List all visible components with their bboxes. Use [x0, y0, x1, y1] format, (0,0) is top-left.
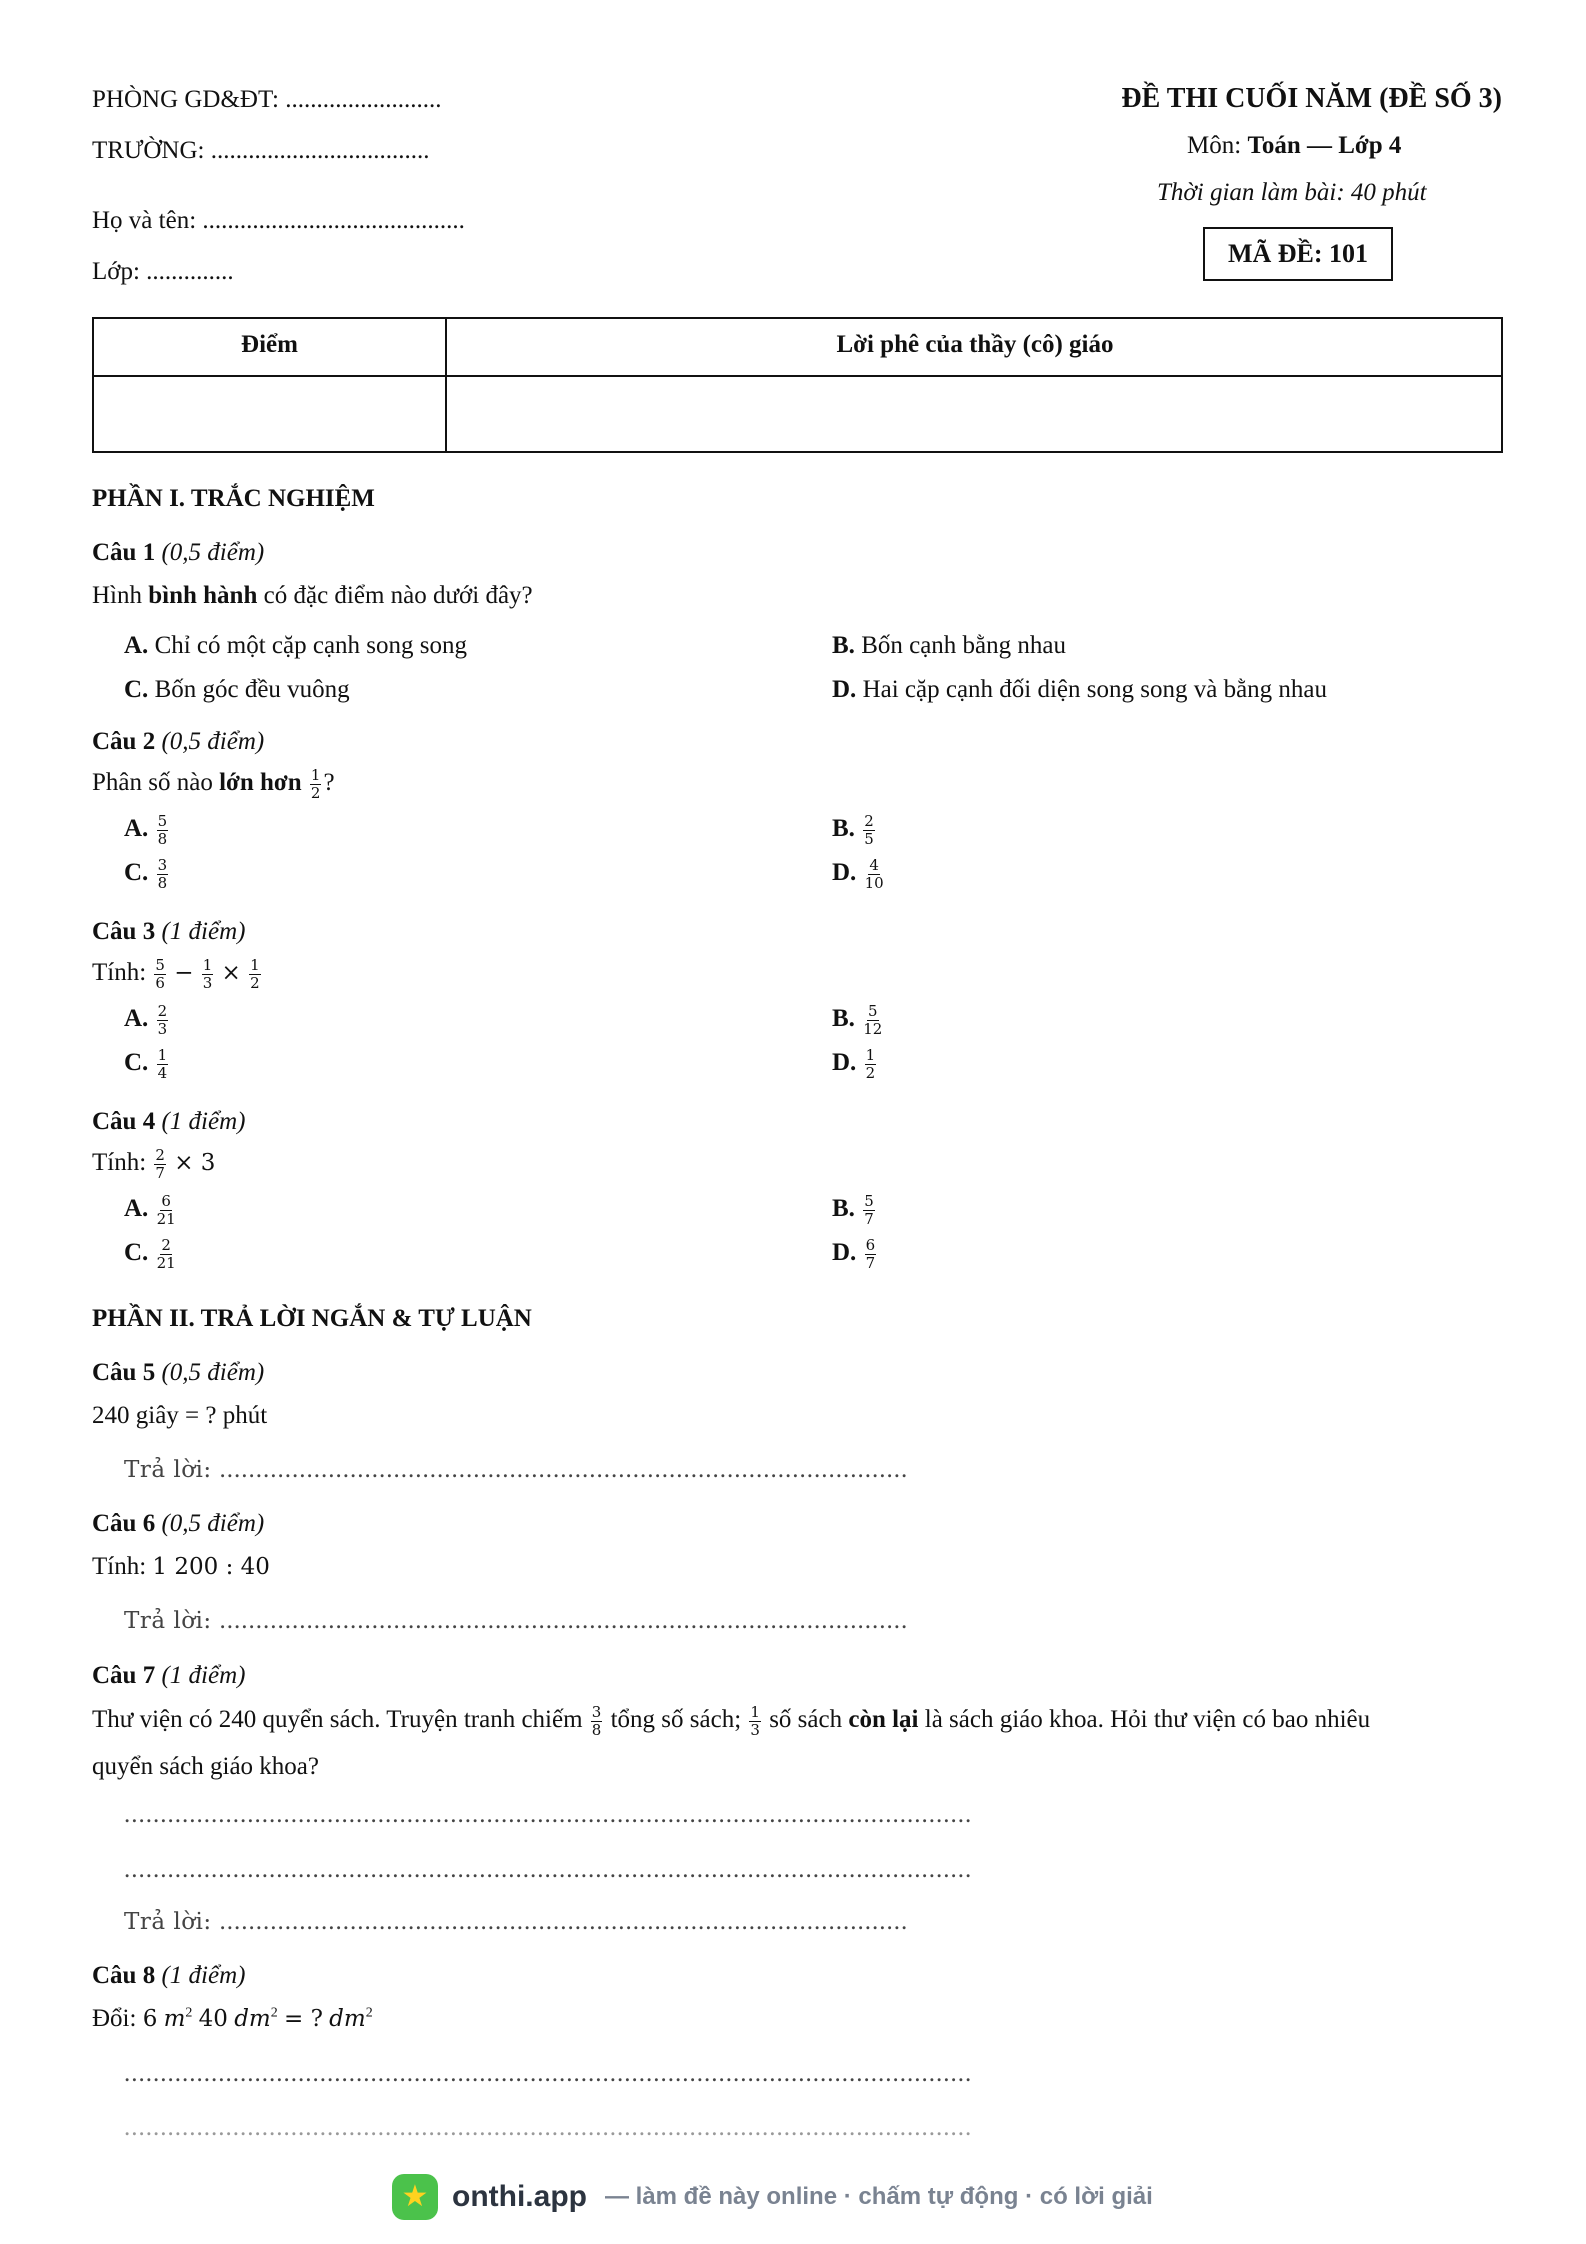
answer-dots: ............................................................................................... [219, 1908, 909, 1935]
q2-option-b[interactable] [832, 814, 877, 847]
question-points: (0,5 điểm) [161, 539, 265, 566]
exponent: 2 [365, 2005, 373, 2021]
option-key: A. [124, 632, 149, 659]
question-label: Câu 2 [92, 728, 156, 755]
numerator: 5 [864, 1192, 874, 1210]
fraction [154, 1148, 166, 1181]
q6-answer-line[interactable] [124, 1607, 908, 1635]
text-bold: lớn hơn [219, 769, 302, 797]
denominator: 8 [157, 874, 168, 892]
number: 40 [198, 2006, 228, 2032]
text: Tính: [92, 959, 147, 987]
q3-option-c[interactable] [124, 1048, 170, 1081]
denominator: 2 [250, 974, 260, 992]
fraction [154, 958, 166, 991]
denominator: 2 [310, 784, 321, 802]
numerator: 1 [202, 956, 213, 974]
question-1-heading [92, 539, 264, 567]
footer-tagline: — làm đề này online · chấm tự động · có lời giải [604, 2183, 1153, 2210]
fraction [863, 1004, 882, 1037]
unit: dm [234, 2006, 271, 2032]
numerator: 1 [157, 1046, 168, 1064]
option-text: Hai cặp cạnh đối diện song song và bằng nhau [862, 676, 1328, 703]
fraction [157, 1048, 169, 1081]
q8-work-line-2[interactable]: ..................................................................................................................... [124, 2114, 973, 2141]
question-8-heading [92, 1962, 245, 1990]
denominator: 2 [865, 1064, 876, 1082]
numerator: 3 [591, 1703, 602, 1721]
q2-option-c[interactable] [124, 858, 170, 891]
option-key: B. [832, 632, 855, 659]
option-key: C. [124, 1239, 149, 1267]
onthi-logo-icon [392, 2174, 438, 2220]
question-7-text-line1 [92, 1705, 1370, 1738]
denominator: 5 [864, 830, 874, 848]
number: 6 [142, 2006, 158, 2032]
q4-option-a[interactable] [124, 1194, 178, 1227]
q7-work-line-2[interactable]: ..................................................................................................................... [124, 1856, 973, 1883]
q4-option-c[interactable] [124, 1238, 178, 1271]
question-5-text: 240 giây = ? phút [92, 1402, 268, 1429]
q3-option-b[interactable] [832, 1004, 884, 1037]
q4-option-b[interactable] [832, 1194, 877, 1227]
numerator: 6 [865, 1236, 876, 1254]
option-key: B. [832, 1195, 855, 1223]
option-key: A. [124, 1005, 149, 1033]
q1-option-a[interactable] [124, 632, 467, 660]
fraction [157, 1004, 169, 1037]
brand-name: onthi.app [452, 2180, 587, 2213]
exam-title: ĐỀ THI CUỐI NĂM (ĐỀ SỐ 3) [1121, 83, 1502, 114]
score-table [92, 317, 1503, 453]
part2-title: PHẦN II. TRẢ LỜI NGẮN & TỰ LUẬN [92, 1305, 532, 1332]
question-2-heading [92, 728, 264, 756]
fraction [865, 1048, 877, 1081]
exam-code-box: MÃ ĐỀ: 101 [1203, 227, 1393, 281]
numerator: 5 [157, 812, 168, 830]
q2-option-d[interactable] [832, 858, 886, 891]
fraction [591, 1705, 603, 1738]
score-header: Điểm [241, 331, 298, 358]
question-points: (0,5 điểm) [161, 1510, 265, 1537]
subject-line [1187, 132, 1401, 160]
text: Phân số nào [92, 769, 220, 797]
denominator: 3 [202, 974, 213, 992]
numerator: 4 [869, 856, 879, 874]
question-7-text-line2: quyển sách giáo khoa? [92, 1753, 320, 1780]
text: Thư viện có 240 quyển sách. Truyện tranh chiếm [92, 1706, 589, 1734]
option-text: Bốn cạnh bằng nhau [861, 632, 1066, 659]
question-points: (0,5 điểm) [161, 728, 265, 755]
option-key: D. [832, 676, 857, 703]
question-2-text [92, 768, 335, 801]
fraction [865, 1238, 877, 1271]
numerator: 1 [865, 1046, 876, 1064]
q1-option-b[interactable] [832, 632, 1066, 660]
numerator: 2 [157, 1002, 168, 1020]
unit: m [163, 2006, 186, 2032]
q2-option-a[interactable] [124, 814, 170, 847]
score-cell[interactable] [96, 379, 444, 449]
part1-title: PHẦN I. TRẮC NGHIỆM [92, 485, 375, 512]
denominator: 3 [750, 1721, 760, 1739]
fraction [157, 858, 169, 891]
question-5-heading [92, 1359, 264, 1387]
q4-option-d[interactable] [832, 1238, 878, 1271]
option-key: D. [832, 1049, 857, 1077]
question-8-text [92, 2005, 373, 2033]
text: số sách [762, 1706, 849, 1734]
fraction [865, 858, 884, 891]
q5-answer-line[interactable] [124, 1456, 908, 1484]
option-key: C. [124, 676, 149, 703]
fraction [157, 814, 169, 847]
question-label: Câu 7 [92, 1662, 156, 1689]
option-key: B. [832, 1005, 855, 1033]
denominator: 6 [155, 974, 165, 992]
question-label: Câu 3 [92, 918, 156, 945]
numerator: 6 [161, 1192, 171, 1210]
numerator: 2 [155, 1146, 165, 1164]
text: ? [323, 769, 335, 797]
subject-prefix: Môn: [1187, 132, 1248, 159]
operator: = ? [283, 2006, 323, 2032]
question-3-text [92, 958, 263, 991]
option-key: D. [832, 859, 857, 887]
question-label: Câu 5 [92, 1359, 156, 1386]
q1-option-c[interactable] [124, 676, 350, 704]
denominator: 3 [157, 1020, 168, 1038]
answer-label: Trả lời: [124, 1909, 220, 1935]
q8-work-line-1[interactable]: ..................................................................................................................... [124, 2060, 973, 2087]
answer-dots: ............................................................................................... [219, 1456, 909, 1483]
question-points: (0,5 điểm) [161, 1359, 265, 1386]
table-divider-horizontal [94, 375, 1501, 377]
comment-cell[interactable] [448, 379, 1501, 449]
option-key: A. [124, 1195, 149, 1223]
footer-banner[interactable] [392, 2172, 1153, 2222]
text: Hình [92, 582, 149, 609]
exponent: 2 [270, 2005, 278, 2021]
fraction [202, 958, 214, 991]
denominator: 4 [157, 1064, 168, 1082]
numerator: 1 [310, 766, 321, 784]
denominator: 12 [863, 1020, 883, 1038]
q3-option-a[interactable] [124, 1004, 170, 1037]
question-1-text [92, 582, 533, 610]
q7-work-line-1[interactable]: ..................................................................................................................... [124, 1801, 973, 1828]
numerator: 2 [161, 1236, 171, 1254]
denominator: 10 [864, 874, 884, 892]
denominator: 7 [865, 1254, 876, 1272]
fraction [157, 1238, 176, 1271]
answer-dots: ............................................................................................... [219, 1607, 909, 1634]
numerator: 1 [750, 1703, 760, 1721]
text: Tính: [92, 1149, 147, 1177]
question-label: Câu 1 [92, 539, 156, 566]
numerator: 1 [250, 956, 260, 974]
option-text: Bốn góc đều vuông [154, 676, 350, 703]
question-points: (1 điểm) [161, 1108, 246, 1135]
ho-ten-field: Họ và tên: .......................................... [92, 207, 465, 234]
question-4-heading [92, 1108, 245, 1136]
fraction [749, 1705, 761, 1738]
math-expression: 1 200 : 40 [152, 1554, 270, 1580]
q1-option-d[interactable] [832, 676, 1327, 704]
fraction [310, 768, 322, 801]
question-points: (1 điểm) [161, 918, 246, 945]
answer-label: Trả lời: [124, 1608, 220, 1634]
exponent: 2 [185, 2005, 193, 2021]
denominator: 7 [155, 1164, 165, 1182]
truong-field: TRƯỜNG: ................................... [92, 137, 430, 164]
operator: − [174, 960, 194, 987]
text: là sách giáo khoa. Hỏi thư viện có bao nhiêu [918, 1706, 1371, 1734]
text: có đặc điểm nào dưới đây? [257, 582, 533, 609]
question-6-heading [92, 1510, 264, 1538]
option-key: A. [124, 815, 149, 843]
denominator: 7 [864, 1210, 874, 1228]
question-label: Câu 6 [92, 1510, 156, 1537]
denominator: 21 [156, 1254, 176, 1272]
option-key: C. [124, 859, 149, 887]
q3-option-d[interactable] [832, 1048, 878, 1081]
question-label: Câu 8 [92, 1962, 156, 1989]
option-key: D. [832, 1239, 857, 1267]
option-text: Chỉ có một cặp cạnh song song [154, 632, 468, 659]
phong-gd-field: PHÒNG GD&ĐT: ......................... [92, 86, 442, 113]
fraction [249, 958, 261, 991]
option-key: B. [832, 815, 855, 843]
q7-answer-line[interactable] [124, 1908, 908, 1936]
star-icon: ★ [401, 2179, 429, 2214]
unit: dm [329, 2006, 366, 2032]
numerator: 5 [155, 956, 165, 974]
text: tổng số sách; [604, 1706, 748, 1734]
fraction [863, 1194, 875, 1227]
question-6-text [92, 1553, 270, 1581]
option-key: C. [124, 1049, 149, 1077]
subject-name: Toán — Lớp 4 [1247, 132, 1402, 159]
answer-label: Trả lời: [124, 1457, 220, 1483]
fraction [863, 814, 875, 847]
question-points: (1 điểm) [161, 1662, 246, 1689]
question-4-text [92, 1148, 215, 1181]
question-label: Câu 4 [92, 1108, 156, 1135]
question-3-heading [92, 918, 245, 946]
denominator: 21 [156, 1210, 176, 1228]
text-bold: còn lại [848, 1706, 919, 1734]
fraction [157, 1194, 176, 1227]
question-points: (1 điểm) [161, 1962, 246, 1989]
operator: × 3 [174, 1150, 216, 1177]
text-bold: bình hành [148, 582, 258, 609]
denominator: 8 [591, 1721, 602, 1739]
numerator: 3 [157, 856, 168, 874]
denominator: 8 [157, 830, 168, 848]
numerator: 5 [867, 1002, 878, 1020]
lop-field: Lớp: .............. [92, 258, 234, 285]
text: Đổi: [92, 2005, 143, 2032]
operator: × [221, 960, 241, 987]
question-7-heading [92, 1662, 245, 1690]
time-line: Thời gian làm bài: 40 phút [1157, 179, 1427, 206]
numerator: 2 [864, 812, 874, 830]
text: Tính: [92, 1553, 153, 1580]
comment-header: Lời phê của thầy (cô) giáo [836, 331, 1114, 358]
